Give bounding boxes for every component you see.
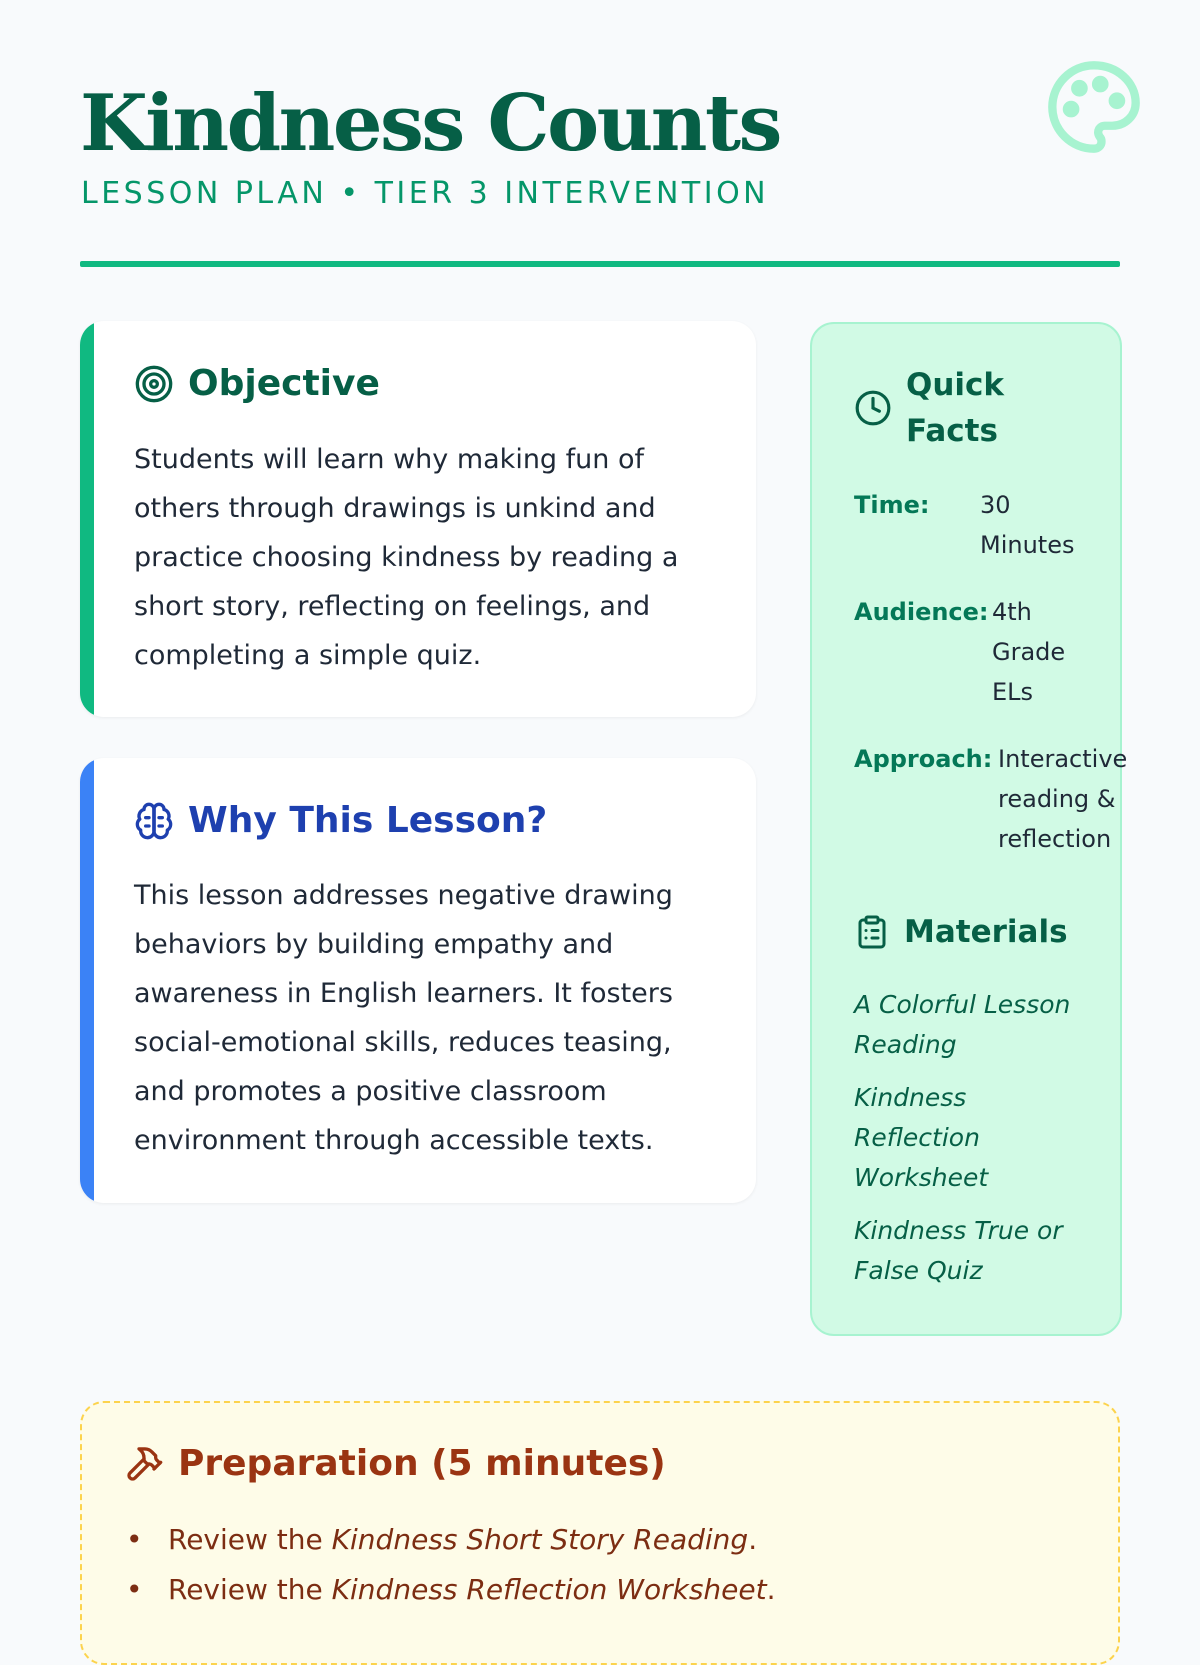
- fact-value: 4th Grade ELs: [992, 598, 1066, 706]
- materials-heading: [854, 914, 1068, 950]
- quick-facts-heading: [854, 362, 1004, 454]
- material-item: A Colorful Lesson Reading: [854, 990, 1071, 1059]
- fact-key: Audience:: [854, 598, 989, 626]
- preparation-heading: [124, 1443, 666, 1484]
- why-heading: [134, 800, 547, 841]
- fact-key: Approach:: [854, 745, 993, 773]
- item-prefix: Review the: [168, 1573, 332, 1606]
- material-item: Kindness Reflection Worksheet: [854, 1083, 989, 1192]
- fact-row-audience: [854, 592, 1144, 712]
- material-item: Kindness True or False Quiz: [854, 1216, 1063, 1285]
- fact-value: Interactive reading & reflection: [998, 745, 1128, 853]
- fact-row-approach: [854, 739, 1144, 859]
- item-title: Kindness Short Story Reading: [331, 1523, 749, 1556]
- item-prefix: Review the: [168, 1523, 332, 1556]
- clock-icon: [854, 389, 892, 427]
- page-subtitle: LESSON PLAN • TIER 3 INTERVENTION: [81, 176, 770, 211]
- why-heading-text: Why This Lesson?: [188, 800, 548, 841]
- preparation-list: [126, 1515, 776, 1615]
- objective-accent-bar: [80, 321, 94, 717]
- quick-facts-panel: [810, 322, 1128, 1336]
- list-item: [126, 1565, 776, 1615]
- quick-facts-heading-line1: Quick: [906, 367, 1005, 403]
- brain-icon: [134, 801, 174, 841]
- fact-row-time: [854, 485, 1144, 565]
- fact-value: 30 Minutes: [980, 491, 1075, 559]
- clipboard-icon: [854, 914, 890, 950]
- quick-facts-heading-line2: Facts: [906, 413, 998, 449]
- item-title: Kindness Reflection Worksheet: [331, 1573, 767, 1606]
- objective-body: Students will learn why making fun of others through drawings is unkind and practice choosing kindness by reading a short story, reflecting on feelings, and completing a simple quiz.: [134, 444, 679, 671]
- materials-heading-text: Materials: [904, 914, 1068, 950]
- item-suffix: .: [748, 1523, 758, 1556]
- palette-icon: [1044, 57, 1144, 157]
- why-accent-bar: [80, 758, 94, 1203]
- item-suffix: .: [766, 1573, 776, 1606]
- objective-heading: [134, 363, 380, 404]
- preparation-heading-text: Preparation (5 minutes): [178, 1443, 666, 1484]
- objective-heading-text: Objective: [188, 363, 380, 404]
- hammer-icon: [124, 1444, 164, 1484]
- list-item: [126, 1515, 776, 1565]
- preparation-panel: [80, 1401, 1120, 1665]
- fact-key: Time:: [854, 491, 930, 519]
- target-icon: [134, 364, 174, 404]
- why-card: [80, 758, 756, 1203]
- header-divider: [80, 261, 1120, 267]
- why-body: This lesson addresses negative drawing behaviors by building empathy and awareness in English learners. It fosters social-emotional skills, reduces teasing, and promotes a positive classroom environment through accessible texts.: [134, 880, 673, 1156]
- objective-card: [80, 321, 756, 717]
- page-title: Kindness Counts: [80, 78, 780, 169]
